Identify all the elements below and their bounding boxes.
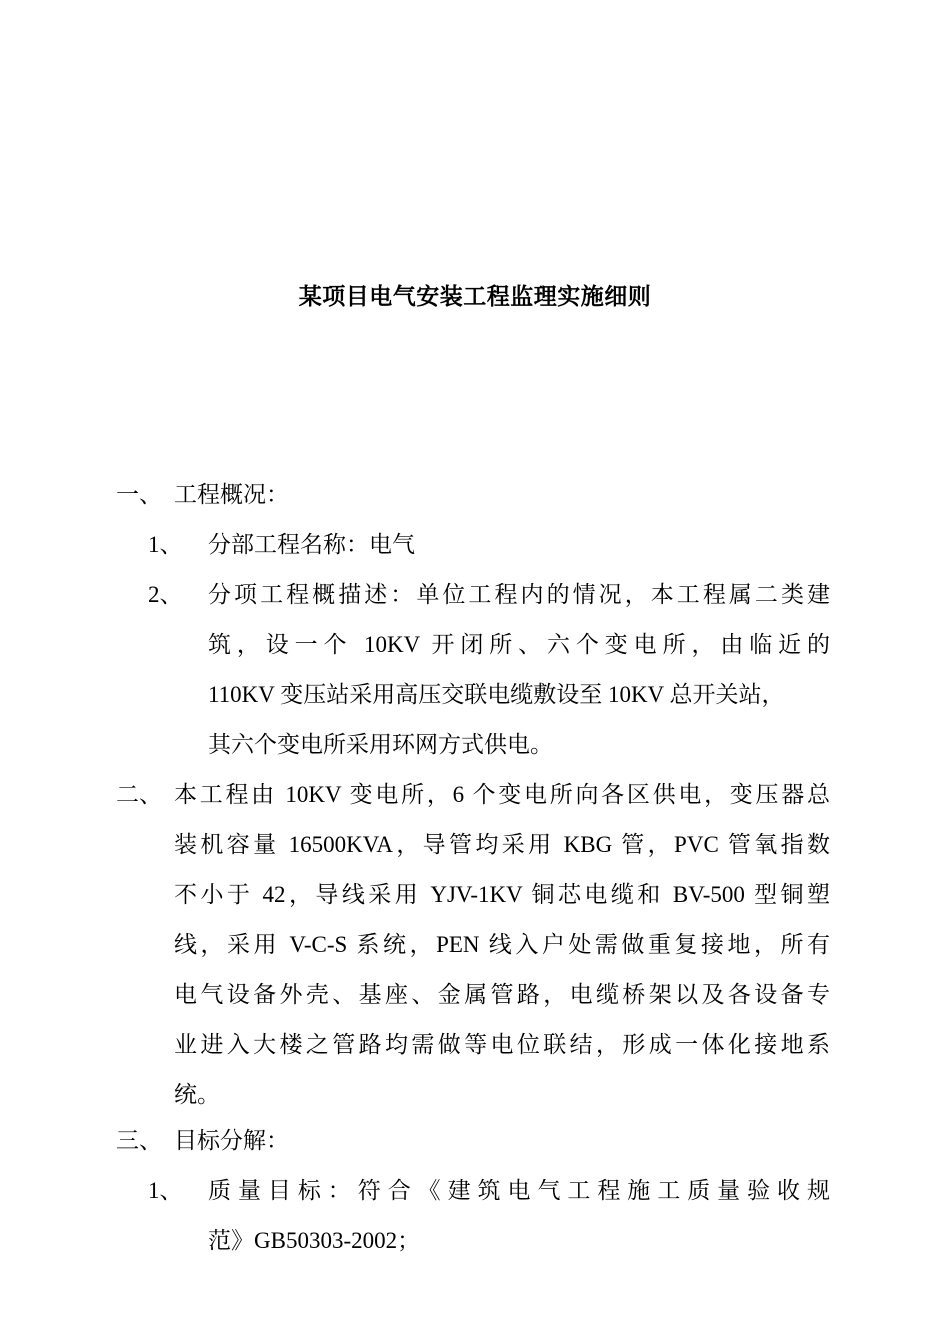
subsection-number: 1、 [148,532,183,557]
subsection-number: 2、 [148,582,183,607]
section-number: 二、 [116,782,162,807]
section-text-line: 本工程由 10KV 变电所，6 个变电所向各区供电，变压器总 [174,782,830,807]
subsection-text-line: 分部工程名称：电气 [208,532,415,557]
section-text-line: 统。 [174,1082,220,1107]
subsection-text-line: 分项工程概描述：单位工程内的情况，本工程属二类建 [208,582,830,607]
section-text-line: 工程概况： [174,482,289,507]
section-number: 三、 [116,1128,162,1153]
section-text-line: 业进入大楼之管路均需做等电位联结，形成一体化接地系 [174,1032,830,1057]
document-title: 某项目电气安装工程监理实施细则 [298,284,652,309]
section-text-line: 装机容量 16500KVA，导管均采用 KBG 管，PVC 管氧指数 [174,832,830,857]
section-text-line: 线，采用 V-C-S 系统，PEN 线入户处需做重复接地，所有 [174,932,830,957]
subsection-text-line: 筑，设一个 10KV 开闭所、六个变电所，由临近的 [208,632,830,657]
subsection-text-line: 质量目标：符合《建筑电气工程施工质量验收规 [208,1178,830,1203]
subsection-number: 1、 [148,1178,183,1203]
section-text-line: 电气设备外壳、基座、金属管路，电缆桥架以及各设备专 [174,982,830,1007]
section-number: 一、 [116,482,162,507]
section-text-line: 目标分解： [174,1128,289,1153]
section-text-line: 不小于 42，导线采用 YJV-1KV 铜芯电缆和 BV-500 型铜塑 [174,882,830,907]
subsection-text-line: 其六个变电所采用环网方式供电。 [208,732,553,757]
subsection-text-line: 范》GB50303-2002； [208,1228,421,1253]
subsection-text-line: 110KV 变压站采用高压交联电缆敷设至 10KV 总开关站， [208,682,785,707]
